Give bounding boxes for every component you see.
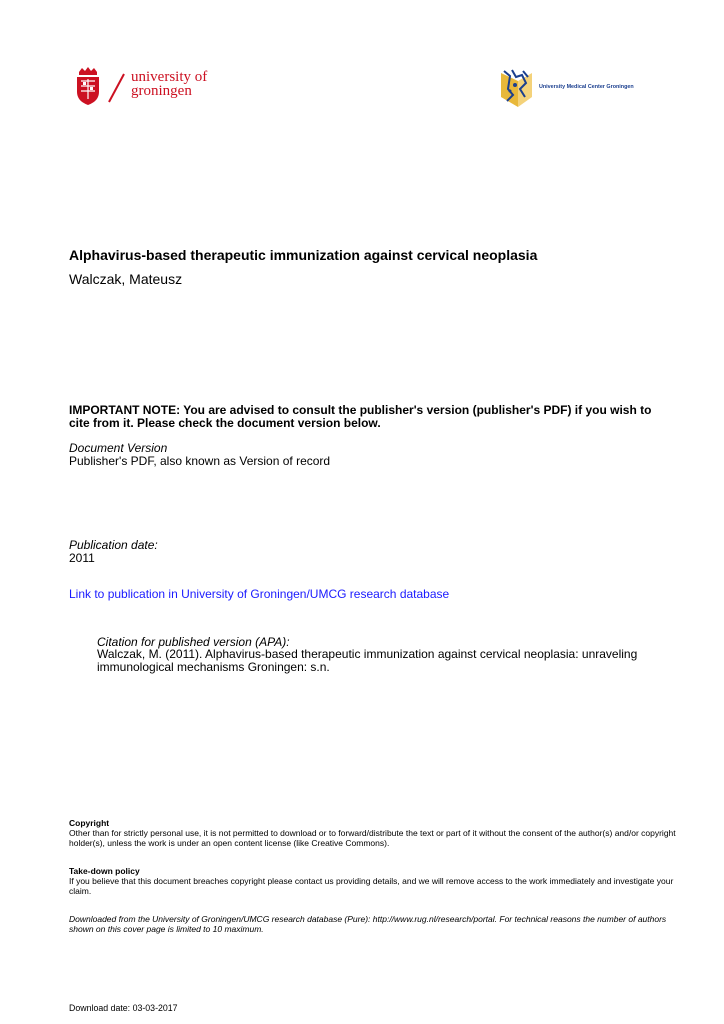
takedown-heading: Take-down policy xyxy=(69,866,140,876)
document-version-label: Document Version xyxy=(69,441,168,455)
publication-date-value: 2011 xyxy=(69,551,95,565)
copyright-heading: Copyright xyxy=(69,818,110,828)
university-of-groningen-logo xyxy=(75,66,215,110)
rug-slash-icon xyxy=(106,72,126,104)
download-date: Download date: 03-03-2017 xyxy=(69,1003,178,1013)
document-author: Walczak, Mateusz xyxy=(69,271,183,287)
rug-wordmark-line1: university of xyxy=(131,69,208,85)
rug-wordmark-line2: groningen xyxy=(131,83,192,99)
document-title: Alphavirus-based therapeutic immunization against cervical neoplasia xyxy=(69,247,538,263)
takedown-text: If you believe that this document breaches copyright please contact us providing details, and we will remove access to the work immediately and investigate your claim. xyxy=(69,876,674,896)
downloaded-from-text: Downloaded from the University of Groningen/UMCG research database (Pure): http://www.rug.nl/research/portal. For technical reasons the number of authors shown on this cover page is limited to 10 maximum. xyxy=(69,914,667,934)
citation-text: Walczak, M. (2011). Alphavirus-based therapeutic immunization against cervical neoplasia: unraveling immunological mechanisms Groningen: s.n. xyxy=(97,647,638,674)
publication-date-label: Publication date: xyxy=(69,538,158,552)
document-version-value: Publisher's PDF, also known as Version of record xyxy=(69,454,331,468)
umcg-logo xyxy=(498,67,668,109)
rug-wordmark xyxy=(131,70,207,98)
database-link[interactable]: Link to publication in University of Groningen/UMCG research database xyxy=(69,587,450,601)
rug-crest-icon xyxy=(75,66,101,106)
umcg-emblem-icon xyxy=(498,67,536,109)
important-note: IMPORTANT NOTE: You are advised to consult the publisher's version (publisher's PDF) if you wish to cite from it. Please check the document version below. xyxy=(69,403,652,430)
copyright-text: Other than for strictly personal use, it is not permitted to download or to forward/distribute the text or part of it without the consent of the author(s) and/or copyright holder(s), unless the work is under an open content license (like Creative Commons). xyxy=(69,828,676,848)
umcg-wordmark: University Medical Center Groningen xyxy=(539,84,634,90)
citation-label: Citation for published version (APA): xyxy=(97,635,290,649)
